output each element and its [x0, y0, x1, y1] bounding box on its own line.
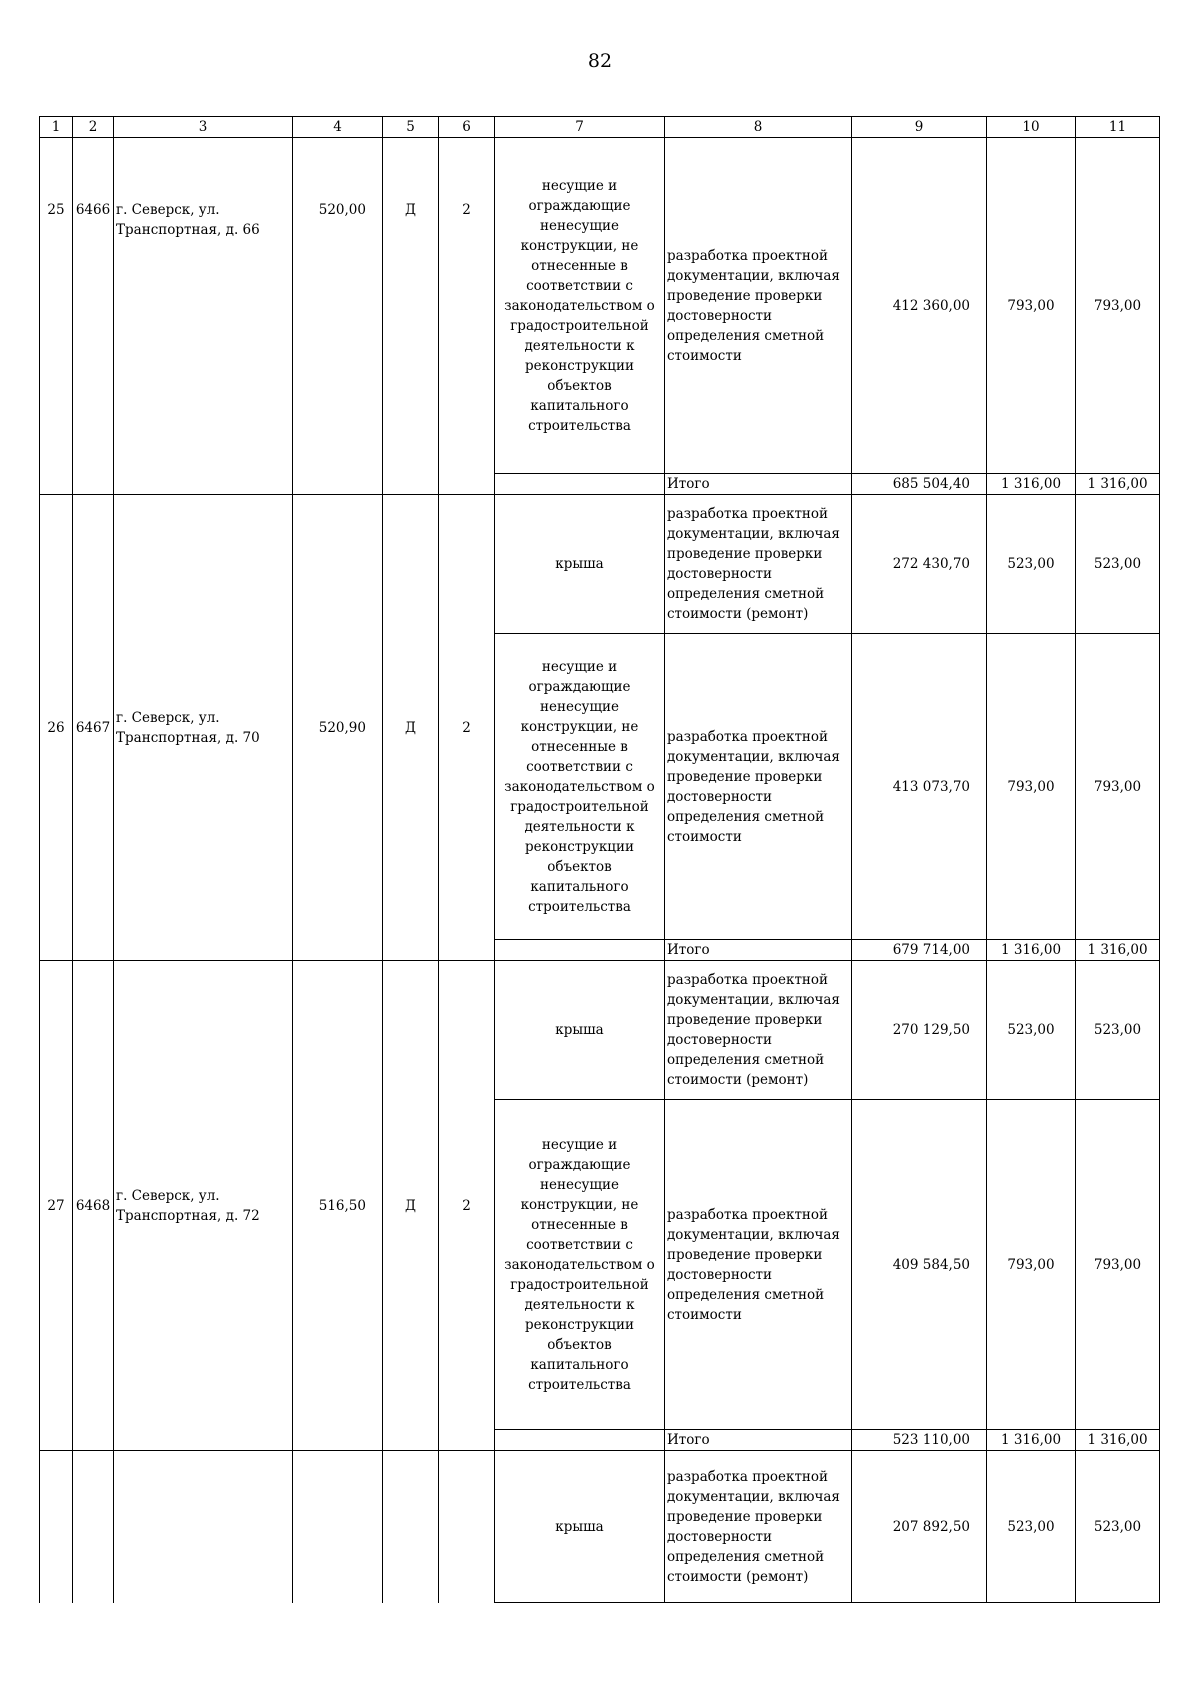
row-number: 25: [40, 138, 73, 495]
element-name: несущие и ограждающие ненесущие конструкции, не отнесенные в соответствии с законодательством о градостроительной деятельности к реконструкции объектов капитального строительства: [495, 634, 665, 940]
row-number: 27: [40, 961, 73, 1451]
building-id: 6467: [73, 495, 114, 961]
total-col10: 1 316,00: [987, 940, 1076, 961]
blank-cell: [495, 940, 665, 961]
cost: 409 584,50: [852, 1100, 987, 1430]
total-col10: 1 316,00: [987, 474, 1076, 495]
col10-value: 523,00: [987, 495, 1076, 634]
total-label: Итого: [665, 1430, 852, 1451]
table-row: [40, 495, 1160, 634]
element-name: несущие и ограждающие ненесущие конструкции, не отнесенные в соответствии с законодательством о градостроительной деятельности к реконструкции объектов капитального строительства: [495, 1100, 665, 1430]
floors: 2: [439, 961, 495, 1451]
building-type: Д: [383, 961, 439, 1451]
col11-value: 523,00: [1076, 1451, 1160, 1603]
building-type: Д: [383, 138, 439, 495]
page-number: 82: [587, 50, 613, 72]
col10-value: 793,00: [987, 138, 1076, 474]
col11-value: 793,00: [1076, 634, 1160, 940]
total-col10: 1 316,00: [987, 1430, 1076, 1451]
area: 516,50: [293, 961, 383, 1451]
column-header: 6: [439, 117, 495, 138]
area: 520,90: [293, 495, 383, 961]
total-col11: 1 316,00: [1076, 474, 1160, 495]
work-type: разработка проектной документации, включая проведение проверки достоверности определения сметной стоимости (ремонт): [665, 961, 852, 1100]
total-col11: 1 316,00: [1076, 1430, 1160, 1451]
floors: 2: [439, 495, 495, 961]
column-header: 11: [1076, 117, 1160, 138]
table-row: [40, 1451, 1160, 1603]
col11-value: 793,00: [1076, 1100, 1160, 1430]
blank-cell: [383, 1451, 439, 1603]
building-type: Д: [383, 495, 439, 961]
building-id: 6468: [73, 961, 114, 1451]
work-type: разработка проектной документации, включая проведение проверки достоверности определения сметной стоимости: [665, 138, 852, 474]
column-header: 10: [987, 117, 1076, 138]
address: г. Северск, ул. Транспортная, д. 70: [114, 495, 293, 961]
building-id: 6466: [73, 138, 114, 495]
col10-value: 523,00: [987, 1451, 1076, 1603]
row-number: 26: [40, 495, 73, 961]
column-header: 2: [73, 117, 114, 138]
cost: 270 129,50: [852, 961, 987, 1100]
cost: 207 892,50: [852, 1451, 987, 1603]
blank-cell: [114, 1451, 293, 1603]
blank-cell: [73, 1451, 114, 1603]
cost: 412 360,00: [852, 138, 987, 474]
column-header: 9: [852, 117, 987, 138]
table-row: [40, 961, 1160, 1100]
col11-value: 523,00: [1076, 961, 1160, 1100]
work-type: разработка проектной документации, включая проведение проверки достоверности определения сметной стоимости: [665, 634, 852, 940]
blank-cell: [439, 1451, 495, 1603]
blank-cell: [495, 1430, 665, 1451]
total-cost: 685 504,40: [852, 474, 987, 495]
header-row: [40, 117, 1160, 138]
element-name: крыша: [495, 961, 665, 1100]
column-header: 8: [665, 117, 852, 138]
work-type: разработка проектной документации, включая проведение проверки достоверности определения сметной стоимости (ремонт): [665, 1451, 852, 1603]
cost: 272 430,70: [852, 495, 987, 634]
col10-value: 793,00: [987, 1100, 1076, 1430]
address: г. Северск, ул. Транспортная, д. 66: [114, 138, 293, 495]
work-schedule-table: [39, 116, 1160, 1603]
col10-value: 523,00: [987, 961, 1076, 1100]
work-type: разработка проектной документации, включая проведение проверки достоверности определения сметной стоимости: [665, 1100, 852, 1430]
element-name: крыша: [495, 495, 665, 634]
column-header: 7: [495, 117, 665, 138]
col11-value: 523,00: [1076, 495, 1160, 634]
blank-cell: [293, 1451, 383, 1603]
total-label: Итого: [665, 940, 852, 961]
total-cost: 679 714,00: [852, 940, 987, 961]
col11-value: 793,00: [1076, 138, 1160, 474]
floors: 2: [439, 138, 495, 495]
element-name: крыша: [495, 1451, 665, 1603]
total-cost: 523 110,00: [852, 1430, 987, 1451]
col10-value: 793,00: [987, 634, 1076, 940]
cost: 413 073,70: [852, 634, 987, 940]
column-header: 5: [383, 117, 439, 138]
area: 520,00: [293, 138, 383, 495]
blank-cell: [495, 474, 665, 495]
total-label: Итого: [665, 474, 852, 495]
column-header: 3: [114, 117, 293, 138]
blank-cell: [40, 1451, 73, 1603]
column-header: 4: [293, 117, 383, 138]
address: г. Северск, ул. Транспортная, д. 72: [114, 961, 293, 1451]
element-name: несущие и ограждающие ненесущие конструкции, не отнесенные в соответствии с законодательством о градостроительной деятельности к реконструкции объектов капитального строительства: [495, 138, 665, 474]
column-header: 1: [40, 117, 73, 138]
table-row: [40, 138, 1160, 474]
work-type: разработка проектной документации, включая проведение проверки достоверности определения сметной стоимости (ремонт): [665, 495, 852, 634]
total-col11: 1 316,00: [1076, 940, 1160, 961]
